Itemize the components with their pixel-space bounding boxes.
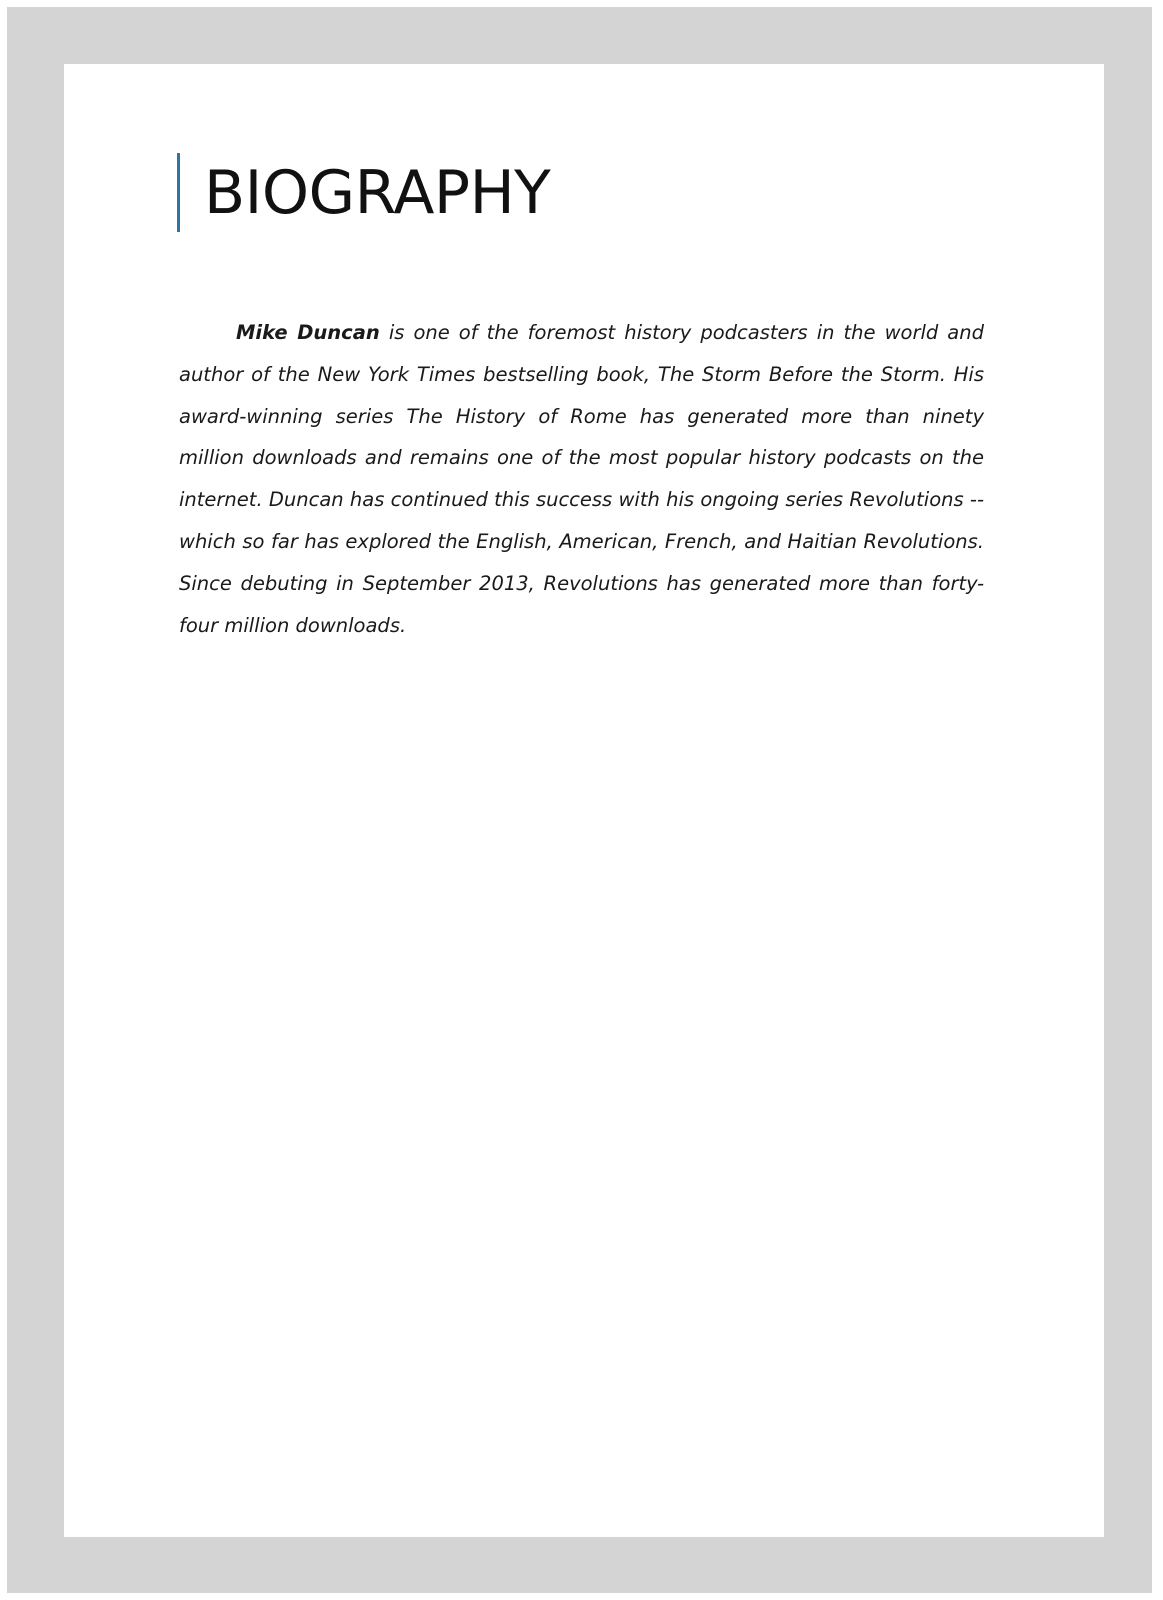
title-accent-rule [177,153,180,232]
page-title: BIOGRAPHY [204,158,551,228]
author-name: Mike Duncan [236,321,380,344]
biography-paragraph [179,312,984,646]
document-page [64,64,1104,1537]
document-frame [7,7,1152,1593]
biography-text: is one of the foremost history podcasters in the world and author of the New York Times bestselling book, The Storm Before the Storm. His award-winning series The History of Rome has generated more than ninety million downloads and remains one of the most popular history podcasts on the internet. Duncan has continued this success with his ongoing series Revolutions -- which so far has explored the English, American, French, and Haitian Revolutions. Since debuting in September 2013, Revolutions has generated more than forty-four million downloads. [179,321,984,637]
